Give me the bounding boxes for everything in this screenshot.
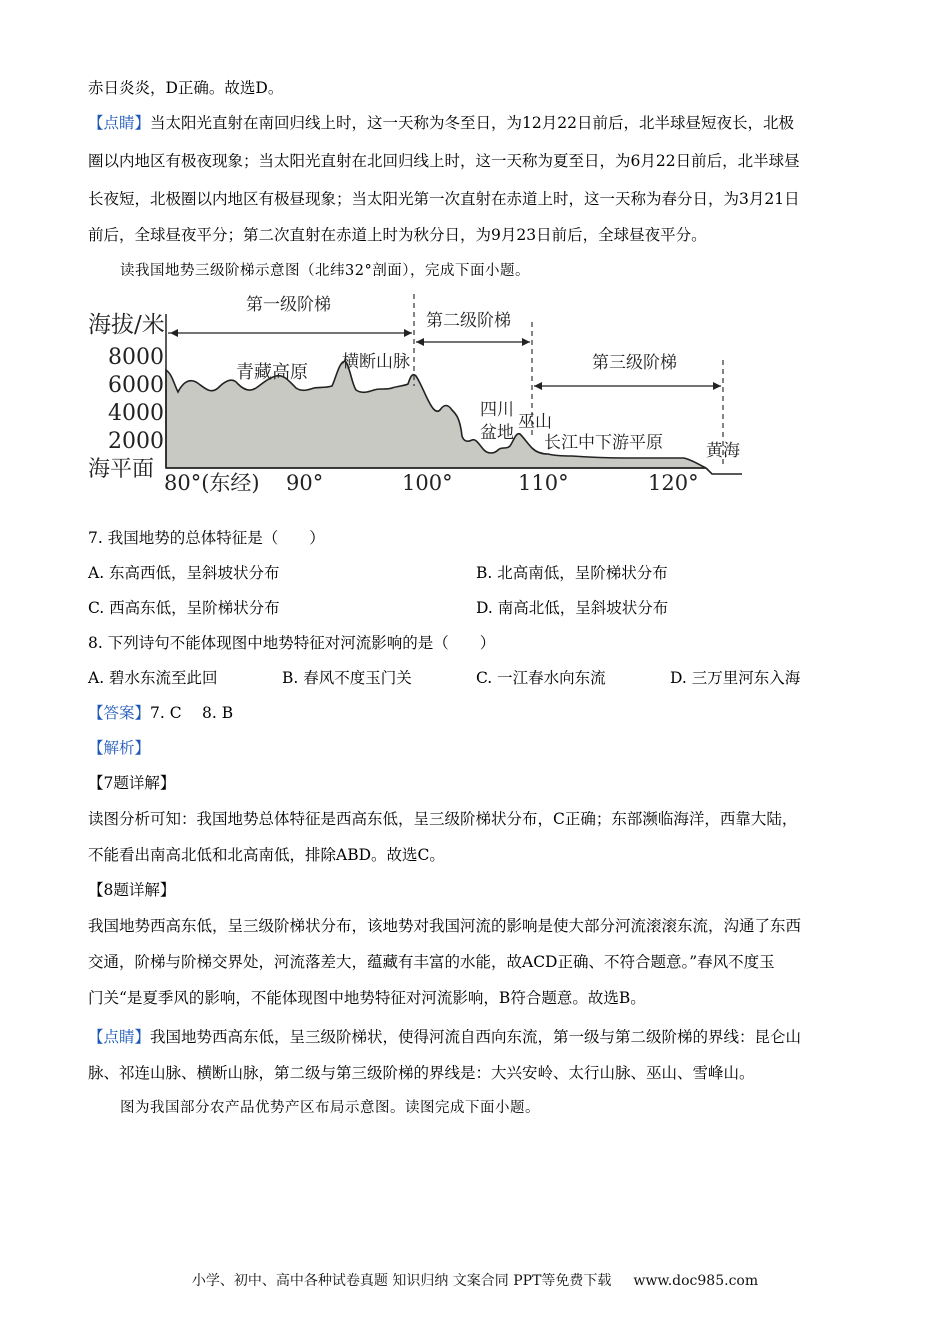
q8-option-b[interactable]: B. 春风不度玉门关 — [282, 669, 412, 687]
step-1-label: 第一级阶梯 — [246, 295, 331, 315]
yellow-sea-surface — [706, 468, 742, 474]
footer-link[interactable]: www.doc985.com — [633, 1273, 759, 1289]
dianjing-note-1-line-2: 圈以内地区有极夜现象；当太阳光直射在北回归线上时，这一天称为夏至日，为6月22日前后，北半球昼 — [88, 152, 800, 170]
region-yellow-sea: 黄海 — [706, 441, 740, 461]
dianjing-tag: 【点睛】 — [88, 114, 151, 132]
dianjing-note-1-line-1: 【点睛】当太阳光直射在南回归线上时，这一天称为冬至日，为12月22日前后，北半球昼短夜长，北极 — [88, 114, 794, 132]
q7-option-a[interactable]: A. 东高西低，呈斜坡状分布 — [88, 564, 280, 582]
q7-detail-title: 【7题详解】 — [88, 774, 176, 792]
x-tick-120: 120° — [648, 471, 699, 495]
q8-option-d[interactable]: D. 三万里河东入海 — [670, 669, 801, 687]
q8-option-a[interactable]: A. 碧水东流至此回 — [88, 669, 218, 687]
dianjing-note-2-line-2: 脉、祁连山脉、横断山脉，第二级与第三级阶梯的界线是：大兴安岭、太行山脉、巫山、雪峰山。 — [88, 1064, 755, 1082]
x-tick-110: 110° — [518, 471, 569, 495]
answer-text: 7. C 8. B — [150, 704, 234, 722]
answer-line — [88, 703, 868, 723]
q7-option-c[interactable]: C. 西高东低，呈阶梯状分布 — [88, 599, 280, 617]
sea-level-label: 海平面 — [88, 457, 155, 482]
dianjing-tag-2: 【点睛】 — [88, 1028, 151, 1046]
q7-option-d[interactable]: D. 南高北低，呈斜坡状分布 — [476, 599, 669, 617]
question-intro-2: 图为我国部分农产品优势产区布局示意图。读图完成下面小题。 — [120, 1100, 540, 1116]
q8-detail-title: 【8题详解】 — [88, 881, 176, 899]
x-tick-100: 100° — [402, 471, 453, 495]
region-sichuan: 四川 — [480, 400, 514, 420]
region-yangtze-plain: 长江中下游平原 — [544, 433, 663, 453]
question-7-stem: 7. 我国地势的总体特征是（ ） — [88, 529, 325, 547]
analysis-heading: 【解析】 — [88, 739, 151, 757]
step-3-label: 第三级阶梯 — [592, 353, 677, 373]
q8-option-c[interactable]: C. 一江春水向东流 — [476, 669, 606, 687]
region-wushan: 巫山 — [518, 412, 552, 432]
dianjing-note-1-line-4: 前后，全球昼夜平分；第二次直射在赤道上时为秋分日，为9月23日前后，全球昼夜平分。 — [88, 226, 707, 244]
dianjing-note-1-line-3: 长夜短，北极圈以内地区有极昼现象；当太阳光第一次直射在赤道上时，这一天称为春分日，为3月21日 — [88, 190, 800, 208]
step-2-label: 第二级阶梯 — [426, 311, 511, 331]
q8-detail-line-2: 交通，阶梯与阶梯交界处，河流落差大，蕴藏有丰富的水能，故ACD正确、不符合题意。”春风不度玉 — [88, 953, 775, 971]
answer-tag: 【答案】 — [88, 704, 151, 722]
y-tick-2000: 2000 — [108, 429, 164, 454]
region-basin: 盆地 — [480, 423, 514, 443]
y-tick-8000: 8000 — [108, 345, 164, 370]
x-tick-90: 90° — [286, 471, 324, 495]
paragraph-continuation: 赤日炎炎，D正确。故选D。 — [88, 79, 284, 97]
region-qingzang-plateau: 青藏高原 — [236, 362, 308, 383]
q8-detail-line-3: 门关“是夏季风的影响，不能体现图中地势特征对河流影响，B符合题意。故选B。 — [88, 989, 646, 1007]
y-axis-label: 海拔/米 — [88, 312, 165, 338]
region-hengduan-mountains: 横断山脉 — [342, 352, 410, 372]
q8-detail-line-1: 我国地势西高东低，呈三级阶梯状分布，该地势对我国河流的影响是使大部分河流滚滚东流，沟通了东西 — [88, 917, 802, 935]
q7-detail-line-1: 读图分析可知：我国地势总体特征是西高东低，呈三级阶梯状分布，C正确；东部濒临海洋，西靠大陆， — [88, 810, 798, 828]
question-8-stem: 8. 下列诗句不能体现图中地势特征对河流影响的是（ ） — [88, 634, 496, 652]
x-tick-80: 80°(东经) — [164, 471, 260, 495]
dianjing-note-2-line-1: 【点睛】我国地势西高东低，呈三级阶梯状，使得河流自西向东流，第一级与第二级阶梯的界线：昆仑山 — [88, 1028, 802, 1046]
footer-text: 小学、初中、高中各种试卷真题 知识归纳 文案合同 PPT等免费下载 — [191, 1273, 612, 1289]
terrain-profile-figure — [86, 292, 746, 502]
y-tick-4000: 4000 — [108, 401, 164, 426]
page-footer — [0, 1270, 950, 1290]
q7-detail-line-2: 不能看出南高北低和北高南低，排除ABD。故选C。 — [88, 846, 445, 864]
q7-option-b[interactable]: B. 北高南低，呈阶梯状分布 — [476, 564, 668, 582]
question-intro-1: 读我国地势三级阶梯示意图（北纬32°剖面），完成下面小题。 — [120, 263, 530, 279]
y-tick-6000: 6000 — [108, 373, 164, 398]
